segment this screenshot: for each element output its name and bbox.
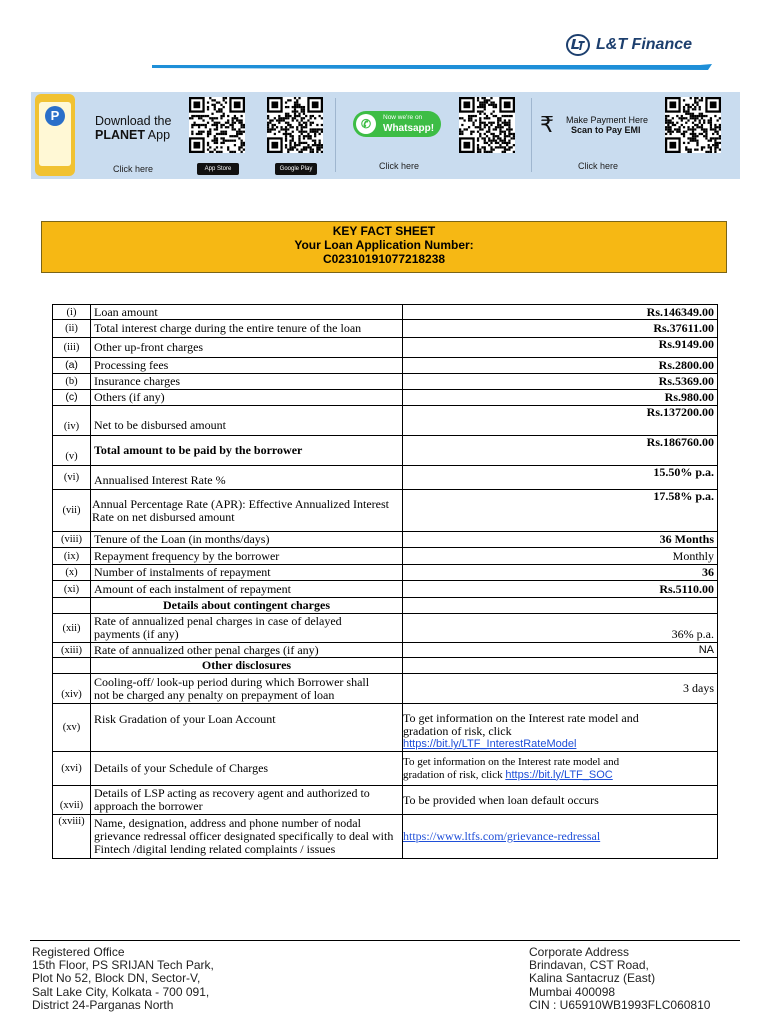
row-number: (xvii): [53, 786, 91, 815]
application-number: C02310191077218238: [322, 252, 446, 266]
row-number: (v): [53, 436, 91, 466]
table-row: [53, 320, 718, 338]
planet-app-heading: Download the PLANET App: [95, 114, 172, 142]
interest-rate-model-link[interactable]: https://bit.ly/LTF_InterestRateModel: [403, 738, 577, 750]
row-number: (iv): [53, 406, 91, 436]
banner-divider: [335, 98, 336, 172]
row-value: Rs.37611.00: [403, 320, 718, 338]
row-number: (ix): [53, 548, 91, 565]
schedule-of-charges-link[interactable]: https://bit.ly/LTF_SOC: [505, 768, 613, 781]
row-value: 36 Months: [403, 532, 718, 548]
row-value: Rs.146349.00: [403, 305, 718, 320]
row-label: Annual Percentage Rate (APR): Effective Annualized Interest Rate on net disbursed amount: [91, 490, 403, 532]
row-label: Total interest charge during the entire tenure of the loan: [91, 320, 403, 338]
row-value: To get information on the Interest rate model and gradation of risk, click https://bit.ly/LTF_InterestRateModel: [403, 704, 718, 752]
table-row: [53, 786, 718, 815]
table-row: [53, 704, 718, 752]
banner-divider: [531, 98, 532, 172]
row-label: Processing fees: [91, 358, 403, 374]
section-heading-contingent: Details about contingent charges: [91, 598, 403, 614]
row-value: Rs.186760.00: [403, 436, 718, 466]
row-number: (iii): [53, 338, 91, 358]
row-value: [403, 815, 718, 859]
table-row: [53, 548, 718, 565]
pay-subheading: Scan to Pay EMI: [571, 125, 641, 135]
row-number: (xi): [53, 581, 91, 598]
key-fact-sheet-header: [41, 221, 727, 273]
row-label: Total amount to be paid by the borrower: [91, 436, 403, 466]
table-row: [53, 436, 718, 466]
row-number: (xiii): [53, 643, 91, 658]
row-label: Repayment frequency by the borrower: [91, 548, 403, 565]
row-value: Rs.9149.00: [403, 338, 718, 358]
row-number: (a): [53, 358, 91, 374]
table-row: [53, 815, 718, 859]
row-value: Rs.5110.00: [403, 581, 718, 598]
pay-click-here-link[interactable]: Click here: [578, 161, 619, 171]
header-rule: [152, 64, 712, 70]
pay-heading: Make Payment Here: [566, 115, 649, 125]
whatsapp-icon: ✆: [356, 114, 376, 134]
row-value: 36% p.a.: [403, 614, 718, 643]
row-label: Rate of annualized penal charges in case of delayed payments (if any): [91, 614, 403, 643]
table-row: [53, 643, 718, 658]
table-row: [53, 752, 718, 786]
row-value: NA: [403, 643, 718, 658]
row-value: Rs.980.00: [403, 390, 718, 406]
row-number: (b): [53, 374, 91, 390]
row-label: Details of LSP acting as recovery agent and authorized to approach the borrower: [91, 786, 403, 815]
row-value: Rs.5369.00: [403, 374, 718, 390]
lt-logo-icon: [566, 33, 590, 57]
row-value: 15.50% p.a.: [403, 466, 718, 490]
kfs-title: KEY FACT SHEET: [332, 224, 436, 238]
table-row: [53, 406, 718, 436]
row-value: To get information on the Interest rate model and gradation of risk, click https://bit.ly/LTF_SOC: [403, 752, 718, 786]
section-heading-other: Other disclosures: [91, 658, 403, 674]
rupee-icon: ₹: [540, 112, 554, 137]
row-number: (x): [53, 565, 91, 581]
row-label: Details of your Schedule of Charges: [91, 752, 403, 786]
application-number-label: Your Loan Application Number:: [294, 238, 474, 252]
registered-office-address: Registered Office 15th Floor, PS SRIJAN Tech Park, Plot No 52, Block DN, Sector-V, Salt Lake City, Kolkata - 700 091, District 24-Parganas North: [32, 945, 214, 1012]
footer-rule: [30, 940, 740, 941]
row-value: 17.58% p.a.: [403, 490, 718, 532]
row-number: (vii): [53, 490, 91, 532]
app-store-badge[interactable]: App Store: [197, 163, 239, 175]
table-row: [53, 674, 718, 704]
pay-emi-qr-code[interactable]: [665, 97, 721, 153]
row-label: Name, designation, address and phone number of nodal grievance redressal officer designated specifically to deal with Fintech /digital lending related complaints / issues: [91, 815, 403, 859]
row-value: 36: [403, 565, 718, 581]
row-label: Other up-front charges: [91, 338, 403, 358]
row-label: Rate of annualized other penal charges (if any): [91, 643, 403, 658]
row-label: Loan amount: [91, 305, 403, 320]
table-row: [53, 532, 718, 548]
planet-app-icon: P: [45, 106, 65, 126]
row-number: (xii): [53, 614, 91, 643]
section-row: [53, 658, 718, 674]
row-label: Net to be disbursed amount: [91, 406, 403, 436]
row-number: (ii): [53, 320, 91, 338]
table-row: [53, 466, 718, 490]
table-row: [53, 390, 718, 406]
table-row: [53, 490, 718, 532]
whatsapp-button[interactable]: [353, 111, 441, 137]
planet-click-here-link[interactable]: Click here: [113, 164, 154, 174]
section-row: [53, 598, 718, 614]
phone-illustration: [35, 94, 75, 176]
table-row: [53, 358, 718, 374]
row-value: 3 days: [403, 674, 718, 704]
row-number: (xv): [53, 704, 91, 752]
table-row: [53, 581, 718, 598]
table-row: [53, 338, 718, 358]
row-number: (xiv): [53, 674, 91, 704]
row-value: Monthly: [403, 548, 718, 565]
whatsapp-click-here-link[interactable]: Click here: [379, 161, 420, 171]
table-row: [53, 565, 718, 581]
table-row: [53, 614, 718, 643]
row-label: Insurance charges: [91, 374, 403, 390]
row-label: Others (if any): [91, 390, 403, 406]
whatsapp-qr-code[interactable]: [459, 97, 515, 153]
row-number: (c): [53, 390, 91, 406]
brand-name: L&T Finance: [596, 36, 693, 53]
row-number: (viii): [53, 532, 91, 548]
row-number: (vi): [53, 466, 91, 490]
row-label: Amount of each instalment of repayment: [91, 581, 403, 598]
row-value: Rs.2800.00: [403, 358, 718, 374]
promo-banner: [31, 92, 740, 179]
corporate-address: Corporate Address Brindavan, CST Road, Kalina Santacruz (East) Mumbai 400098 CIN : U65910WB1993FLC060810: [529, 945, 711, 1012]
row-label: Number of instalments of repayment: [91, 565, 403, 581]
row-number: (xviii): [53, 815, 91, 859]
row-label: Annualised Interest Rate %: [91, 466, 403, 490]
row-number: (i): [53, 305, 91, 320]
row-value: To be provided when loan default occurs: [403, 786, 718, 815]
row-label: Tenure of the Loan (in months/days): [91, 532, 403, 548]
whatsapp-big-text: Whatsapp!: [383, 123, 435, 134]
row-number: (xvi): [53, 752, 91, 786]
google-play-badge[interactable]: Google Play: [275, 163, 317, 175]
row-label: Cooling-off/ look-up period during which Borrower shall not be charged any penalty on prepayment of loan: [91, 674, 403, 704]
app-store-qr-code[interactable]: [189, 97, 245, 153]
row-label: Risk Gradation of your Loan Account: [91, 704, 403, 752]
table-row: [53, 374, 718, 390]
lt-finance-logo: [566, 30, 692, 60]
row-value: Rs.137200.00: [403, 406, 718, 436]
google-play-qr-code[interactable]: [267, 97, 323, 153]
key-facts-table: [52, 304, 718, 859]
whatsapp-small-text: Now we're on: [383, 114, 423, 121]
grievance-redressal-link[interactable]: https://www.ltfs.com/grievance-redressal: [403, 829, 601, 843]
table-row: [53, 305, 718, 320]
